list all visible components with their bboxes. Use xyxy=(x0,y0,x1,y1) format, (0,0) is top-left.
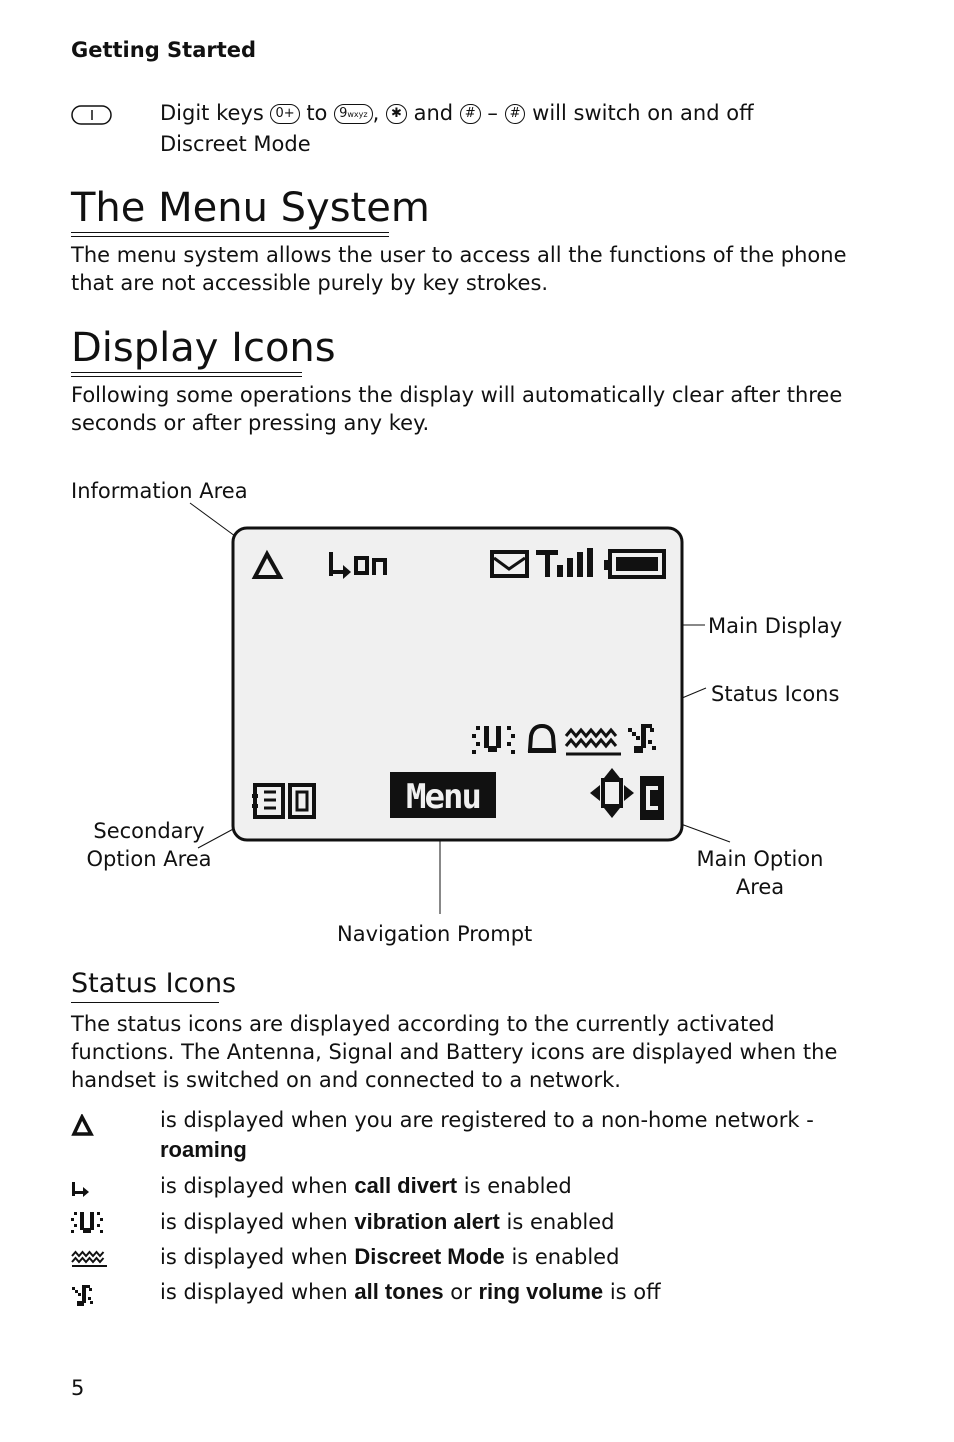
display-icons-heading: Display Icons xyxy=(71,325,336,371)
tones-off-small-icon xyxy=(71,1284,97,1310)
key-hash2-icon: # xyxy=(505,104,526,124)
label-secondary-2: Option Area xyxy=(86,847,212,871)
navigation-menu-prompt xyxy=(390,772,496,818)
row-discreet-post: is enabled xyxy=(511,1245,620,1269)
menu-system-heading: The Menu System xyxy=(71,185,430,231)
page-number: 5 xyxy=(71,1376,85,1400)
intro-text-a: Digit keys xyxy=(160,101,264,125)
label-information-area: Information Area xyxy=(71,479,248,503)
key-9-letters: wxyz xyxy=(347,110,368,119)
status-heading-underline xyxy=(71,1002,219,1003)
row-vibration-bold: vibration alert xyxy=(354,1209,500,1234)
row-tones-pre: is displayed when xyxy=(160,1280,348,1304)
label-navigation-prompt: Navigation Prompt xyxy=(337,922,533,946)
status-text-2: functions. The Antenna, Signal and Battery icons are displayed when the xyxy=(71,1040,838,1064)
section-header: Getting Started xyxy=(71,38,257,62)
row-discreet-pre: is displayed when xyxy=(160,1245,348,1269)
intro-comma: , xyxy=(372,101,380,125)
label-main-display: Main Display xyxy=(708,614,843,638)
status-row-roaming xyxy=(160,1106,814,1134)
menu-text-1: The menu system allows the user to access all the functions of the phone xyxy=(71,243,847,267)
row-roaming-text: is displayed when you are registered to a non-home network - xyxy=(160,1108,814,1132)
row-tones-bold: all tones xyxy=(354,1279,444,1304)
intro-text-c: and xyxy=(413,101,454,125)
status-text-1: The status icons are displayed according to the currently activated xyxy=(71,1012,775,1036)
status-row-vibration xyxy=(160,1208,615,1236)
status-row-divert xyxy=(160,1172,572,1200)
status-row-discreet xyxy=(160,1243,619,1271)
display-heading-underline-2 xyxy=(71,376,302,377)
intro-line-2: Discreet Mode xyxy=(160,132,311,156)
key-star-icon: ✱ xyxy=(386,104,407,124)
key-9-icon xyxy=(334,104,373,124)
row-tones-mid: or xyxy=(450,1280,472,1304)
menu-heading-underline-2 xyxy=(71,236,389,237)
row-vibration-pre: is displayed when xyxy=(160,1210,348,1234)
intro-line-1 xyxy=(160,99,754,127)
display-text-1: Following some operations the display will automatically clear after three xyxy=(71,383,843,407)
call-divert-small-icon xyxy=(71,1180,95,1200)
status-icons-heading: Status Icons xyxy=(71,968,237,999)
row-tones-post: is off xyxy=(609,1280,661,1304)
display-text-2: seconds or after pressing any key. xyxy=(71,411,430,435)
intro-text-d: will switch on and off xyxy=(532,101,754,125)
discreet-mode-small-icon xyxy=(71,1250,107,1268)
row-roaming-bold: roaming xyxy=(160,1137,247,1162)
key-0-icon: 0+ xyxy=(270,104,299,124)
menu-heading-underline xyxy=(71,232,389,233)
key-1-icon xyxy=(71,104,113,126)
roaming-icon xyxy=(71,1114,95,1138)
row-divert-bold: call divert xyxy=(354,1173,458,1198)
intro-text-b: to xyxy=(306,101,328,125)
vibration-small-icon xyxy=(71,1210,111,1236)
row-divert-post: is enabled xyxy=(463,1174,572,1198)
menu-prompt-label: Menu xyxy=(406,777,480,817)
menu-text-2: that are not accessible purely by key strokes. xyxy=(71,271,549,295)
row-tones-bold2: ring volume xyxy=(478,1279,604,1304)
label-main-option-1: Main Option xyxy=(696,847,824,871)
key-hash-icon: # xyxy=(460,104,481,124)
status-row-tones xyxy=(160,1278,661,1306)
intro-dash: – xyxy=(487,101,498,125)
label-secondary-1: Secondary xyxy=(93,819,205,843)
label-status-icons: Status Icons xyxy=(711,682,840,706)
row-discreet-bold: Discreet Mode xyxy=(354,1244,505,1269)
display-heading-underline xyxy=(71,372,302,373)
clear-key-icon xyxy=(640,776,664,820)
status-text-3: handset is switched on and connected to a network. xyxy=(71,1068,621,1092)
row-vibration-post: is enabled xyxy=(506,1210,615,1234)
label-main-option-2: Area xyxy=(735,875,785,899)
key-9-digit: 9 xyxy=(339,106,348,121)
status-row-roaming-2 xyxy=(160,1136,247,1164)
row-divert-pre: is displayed when xyxy=(160,1174,348,1198)
